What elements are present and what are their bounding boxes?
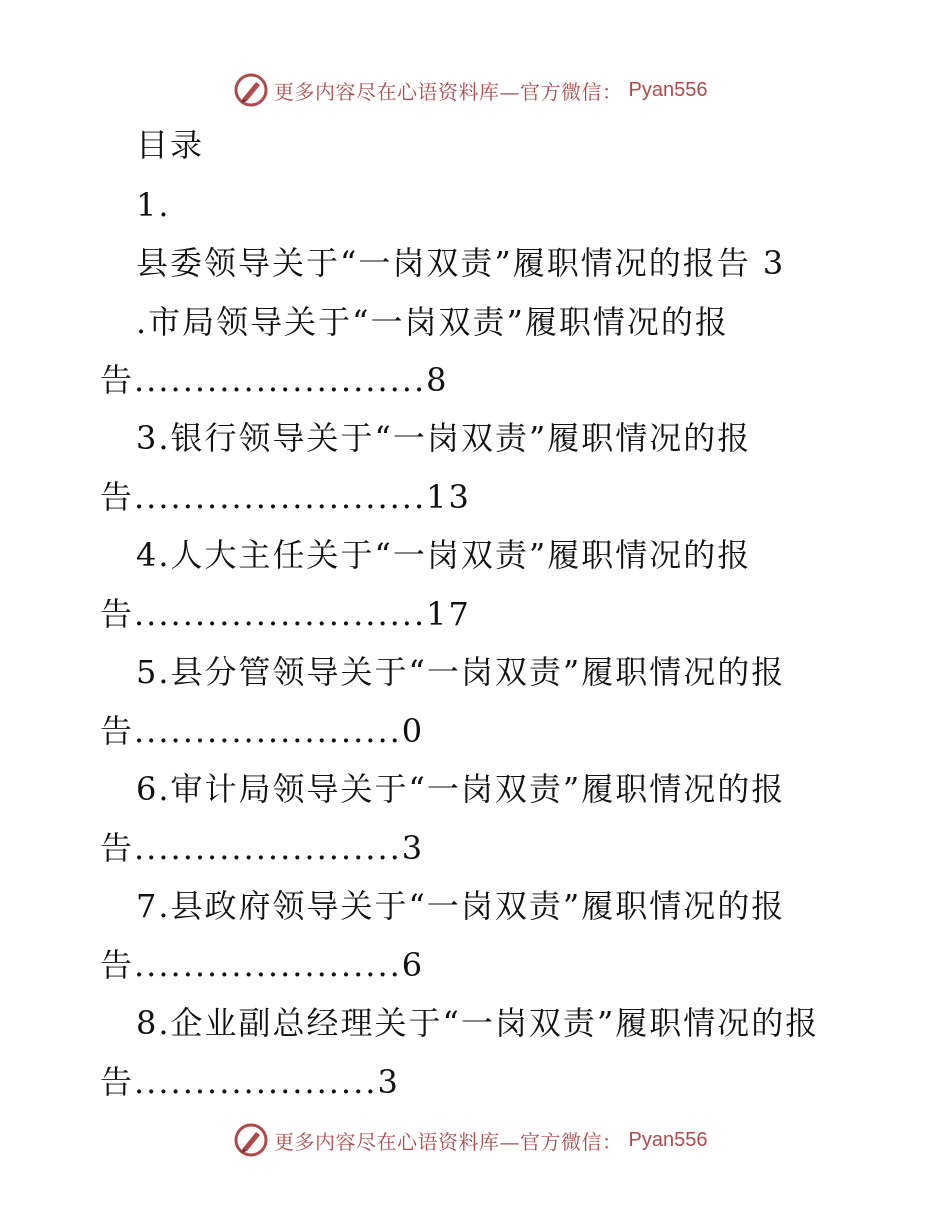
toc-line: 告........................17 — [100, 595, 471, 633]
toc-line: 1. — [136, 186, 171, 224]
toc-line: 7.县政府领导关于“一岗双责”履职情况的报 — [136, 887, 786, 925]
pen-logo-icon — [234, 73, 268, 107]
toc-line: 告......................0 — [100, 712, 425, 750]
toc-line: 6.审计局领导关于“一岗双责”履职情况的报 — [136, 770, 786, 808]
toc-line: 告......................6 — [100, 946, 425, 984]
toc-line: 县委领导关于“一岗双责”履职情况的报告 3 — [136, 244, 786, 282]
toc-line: 告........................8 — [100, 361, 449, 399]
toc-title: 目录 — [136, 126, 205, 164]
banner-text: 更多内容尽在心语资料库—官方微信： — [274, 1129, 623, 1154]
pen-logo-icon — [234, 1123, 268, 1157]
toc-line: 4.人大主任关于“一岗双责”履职情况的报 — [136, 536, 752, 574]
banner-wechat-id: Pyan556 — [628, 78, 708, 101]
toc-line: 8.企业副总经理关于“一岗双责”履职情况的报 — [136, 1004, 820, 1042]
footer-banner — [234, 1120, 707, 1160]
banner-text: 更多内容尽在心语资料库—官方微信： — [274, 79, 623, 104]
toc-line: .市局领导关于“一岗双责”履职情况的报 — [136, 303, 729, 341]
banner-wechat-id: Pyan556 — [628, 1128, 708, 1151]
toc-line: 告....................3 — [100, 1063, 400, 1101]
toc-line: 3.银行领导关于“一岗双责”履职情况的报 — [136, 419, 752, 457]
toc-line: 告........................13 — [100, 478, 471, 516]
header-banner — [234, 70, 707, 110]
toc-line: 告......................3 — [100, 829, 425, 867]
toc-line: 5.县分管领导关于“一岗双责”履职情况的报 — [136, 653, 786, 691]
